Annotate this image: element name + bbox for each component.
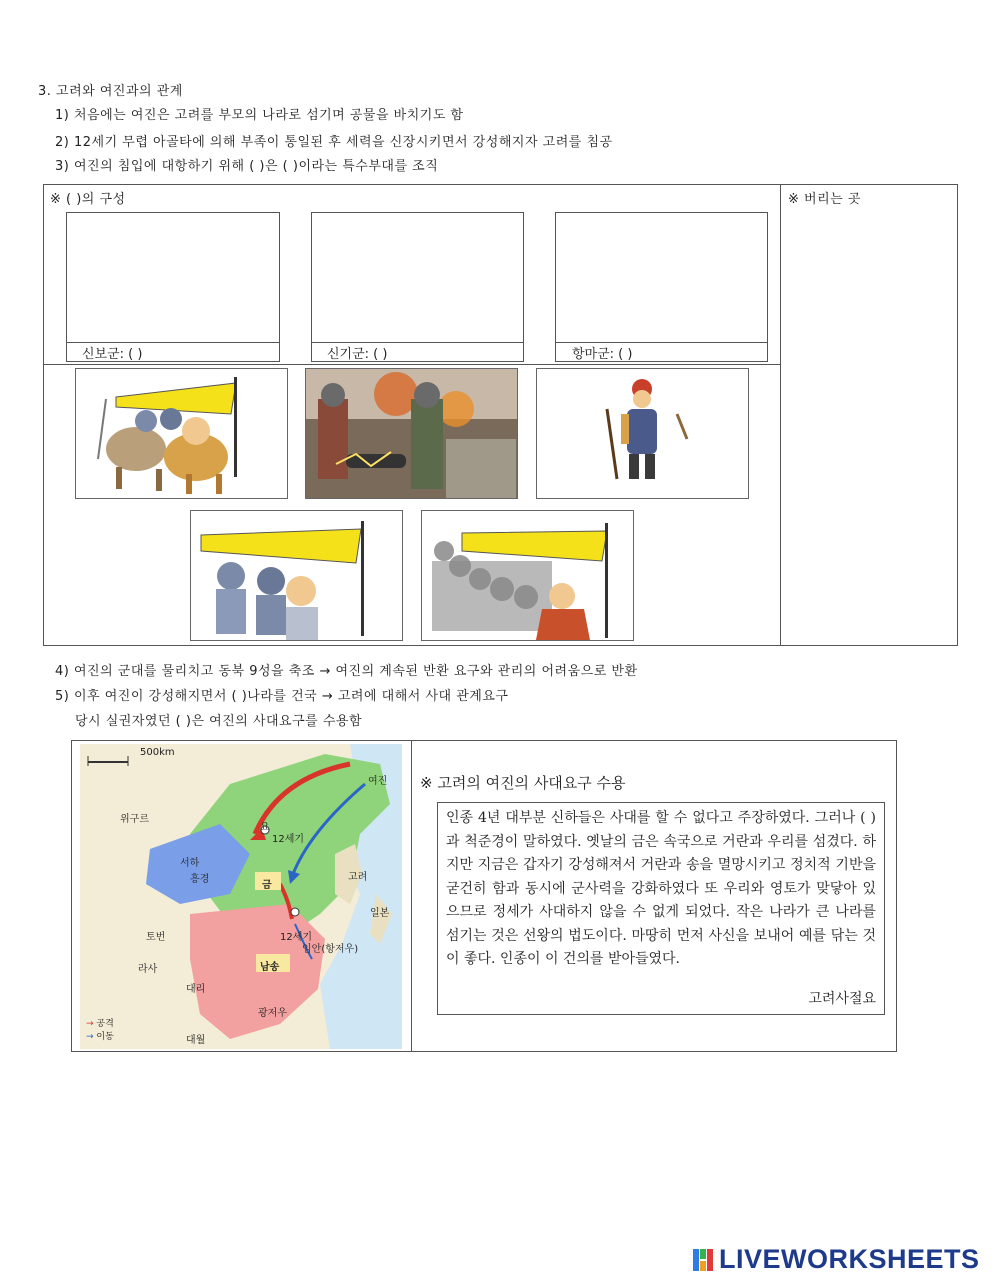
map-label: 고려 [348,872,368,883]
item-1: 1) 처음에는 여진은 고려를 부모의 나라로 섬기며 공물을 바치기도 함 [55,108,464,123]
map-label: 요 [260,822,270,833]
discard-area-label: ※ 버리는 곳 [788,192,861,207]
map-label: 12세기 [280,932,313,943]
drop-box-hangma[interactable] [555,212,768,362]
draggable-image-cavalry[interactable] [75,368,288,499]
infantry-illustration [191,511,402,640]
draggable-image-cannon[interactable] [305,368,518,499]
soldier-illustration [537,369,748,498]
draggable-image-monks[interactable] [421,510,634,641]
map-label: 서하 [180,858,200,869]
map-label: 흥경 [190,874,210,885]
unit-label-singi: 신기군: ( ) [327,347,388,362]
map-label: 일본 [370,908,390,919]
draggable-image-infantry[interactable] [190,510,403,641]
map-label: 금 [262,880,272,891]
reading-passage [437,802,885,1015]
cannon-illustration [306,369,517,498]
unit-label-hangma: 항마군: ( ) [572,347,633,362]
cavalry-illustration [76,369,287,498]
map-label: 남송 [260,962,280,973]
map-label: 임안(항저우) [302,944,359,955]
reading-panel-divider [411,740,412,1052]
item-4: 4) 여진의 군대를 물리치고 동북 9성을 축조 → 여진의 계속된 반환 요구와 관리의 어려움으로 반환 [55,664,638,679]
item-5: 5) 이후 여진이 강성해지면서 ( )나라를 건국 → 고려에 대해서 사대 관계요구 [55,689,509,704]
legend-attack: → 공격 [86,1019,114,1029]
table-divider [780,184,781,646]
item-3: 3) 여진의 침입에 대항하기 위해 ( )은 ( )이라는 특수부대를 조직 [55,159,439,174]
table-row-divider [43,364,781,365]
map-illustration [80,744,402,1049]
liveworksheets-logo [693,1244,980,1275]
liveworksheets-icon [693,1247,717,1273]
drop-box-sinbo[interactable] [66,212,280,362]
map-label: 광저우 [258,1008,287,1019]
reading-source: 고려사절요 [808,990,876,1007]
brand-text: LIVEWORKSHEETS [719,1244,980,1274]
map-label: 12세기 [272,834,305,845]
historical-map [80,744,402,1049]
item-5-continued: 당시 실권자였던 ( )은 여진의 사대요구를 수용함 [75,714,363,729]
map-label: 위구르 [120,814,149,825]
unit-label-sinbo: 신보군: ( ) [82,347,143,362]
item-2: 2) 12세기 무렵 아골타에 의해 부족이 통일된 후 세력을 신장시키면서 강성해지자 고려를 침공 [55,135,613,150]
section-title: 3. 고려와 여진과의 관계 [38,84,183,99]
composition-header: ※ ( )의 구성 [50,192,126,207]
reading-title: ※ 고려의 여진의 사대요구 수용 [420,774,626,792]
draggable-image-soldier[interactable] [536,368,749,499]
monk-army-illustration [422,511,633,640]
reading-text: 인종 4년 대부분 신하들은 사대를 할 수 없다고 주장하였다. 그러나 ( )과 척준경이 말하였다. 옛날의 금은 속국으로 거란과 우리를 섬겼다. 하지만 지금은 갑자기 강성해져서 거란과 송을 멸망시키고 정치적 기반을 굳건히 함과 동시에 군사력을 강화하였다 또 우리와 영토가 맞닿아 있으므로 정세가 사대하지 않을 수 없게 되었다. 작은 나라가 큰 나라를 섬기는 것은 선왕의 법도이다. 마땅히 먼저 사신을 보내어 예를 닦는 것이 좋다. 인종이 이 건의를 받아들였다. [446,810,876,967]
map-label: 여진 [368,776,388,787]
map-scale: 500km [140,747,175,758]
legend-move: → 이동 [86,1032,114,1042]
map-label: 대리 [186,984,206,995]
map-label: 토번 [146,932,166,943]
drop-box-singi[interactable] [311,212,524,362]
map-label: 대월 [186,1035,206,1046]
map-label: 라사 [138,964,158,975]
